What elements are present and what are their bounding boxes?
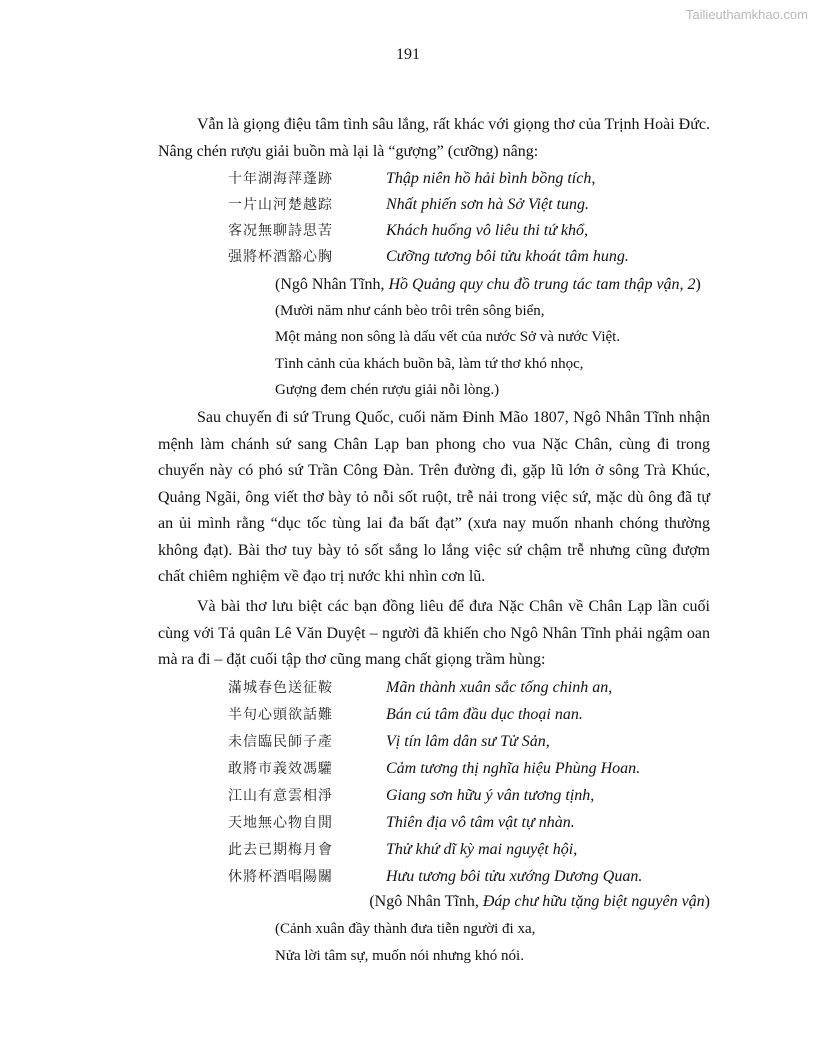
poem-line: [0, 730, 816, 757]
poem-line: [0, 193, 816, 220]
han-verse: 未信臨民師子產: [228, 734, 333, 750]
han-verse: 半句心頭欲話難: [228, 707, 333, 723]
viet-verse: Bán cú tâm đầu dục thoại nan.: [386, 706, 583, 723]
poem-line: [0, 245, 816, 272]
translation-line: Gượng đem chén rượu giải nỗi lòng.): [275, 382, 500, 398]
poem-line: [0, 811, 816, 838]
poem-line: [0, 838, 816, 865]
paragraph-3: Và bài thơ lưu biệt các bạn đồng liêu để đưa Nặc Chân về Chân Lạp lần cuối cùng với Tả quân Lê Văn Duyệt – người đã khiến cho Ngô Nhân Tĩnh phải ngậm oan mà ra đi – đặt cuối tập thơ cũng mang chất giọng trầm hùng:: [158, 598, 710, 668]
viet-verse: Mãn thành xuân sắc tống chinh an,: [386, 679, 613, 696]
page-number: 191: [396, 46, 420, 63]
source-prefix: (Ngô Nhân Tĩnh,: [275, 276, 389, 293]
translation-line: (Mười năm như cánh bèo trôi trên sông biển,: [275, 303, 545, 319]
viet-verse: Khách huống vô liêu thi tứ khổ,: [386, 222, 589, 239]
poem-line: [0, 865, 816, 892]
han-verse: 敢將市義效馮驩: [228, 761, 333, 777]
viet-verse: Thập niên hồ hải bình bồng tích,: [386, 170, 596, 187]
poem-line: [0, 167, 816, 194]
han-verse: 天地無心物自閒: [228, 815, 333, 831]
translation-line: Tình cảnh của khách buồn bã, làm tứ thơ khó nhọc,: [275, 356, 584, 372]
poem-line: [0, 219, 816, 246]
source-title: Đáp chư hữu tặng biệt nguyên vận: [482, 893, 705, 910]
viet-verse: Nhất phiến sơn hà Sở Việt tung.: [386, 196, 589, 213]
viet-verse: Thiên địa vô tâm vật tự nhàn.: [386, 814, 575, 831]
paragraph-2: Sau chuyến đi sứ Trung Quốc, cuối năm Đinh Mão 1807, Ngô Nhân Tĩnh nhận mệnh làm chánh sứ sang Chân Lạp ban phong cho vua Nặc Chân, cùng đi trong chuyến này có phó sứ Trần Công Đàn. Trên đường đi, gặp lũ lớn ở sông Trà Khúc, Quảng Ngãi, ông viết thơ bày tỏ nỗi sốt ruột, trễ nải trong việc sứ, mặc dù ông đã tự an ủi mình rằng “dục tốc tùng lai đa bất đạt” (xưa nay muốn nhanh chóng thường không đạt). Bài thơ tuy bày tỏ sốt sắng lo lắng việc sứ chậm trễ nhưng cũng đượm chất chiêm nghiệm về đạo trị nước khi nhìn cơn lũ.: [158, 409, 710, 585]
translation-line: Nửa lời tâm sự, muốn nói nhưng khó nói.: [275, 948, 524, 964]
poem-line: [0, 757, 816, 784]
han-verse: 强將杯酒豁心胸: [228, 249, 333, 265]
viet-verse: Cưỡng tương bôi tửu khoát tâm hung.: [386, 248, 629, 265]
paragraph-1: Vẫn là giọng điệu tâm tình sâu lắng, rất khác với giọng thơ của Trịnh Hoài Đức. Nâng chén rượu giải buồn mà lại là “gượng” (cưỡng) nâng:: [158, 116, 710, 160]
poem-line: [0, 703, 816, 730]
viet-verse: Thử khứ dĩ kỳ mai nguyệt hội,: [386, 841, 578, 858]
source-prefix: (Ngô Nhân Tĩnh,: [369, 893, 483, 910]
source-suffix: ): [695, 276, 701, 293]
poem-line: [0, 676, 816, 703]
han-verse: 此去已期梅月會: [228, 842, 333, 858]
han-verse: 滿城春色送征鞍: [228, 680, 333, 696]
translation-line: Một mảng non sông là dấu vết của nước Sở và nước Việt.: [275, 329, 621, 345]
poem-1-source: [275, 273, 701, 297]
source-title: Hồ Quảng quy chu đồ trung tác tam thập vận, 2: [388, 276, 696, 293]
viet-verse: Hưu tương bôi tửu xướng Dương Quan.: [386, 868, 643, 885]
translation-line: (Cảnh xuân đầy thành đưa tiễn người đi xa,: [275, 921, 536, 937]
han-verse: 休將杯酒唱陽關: [228, 869, 333, 885]
poem-line: [0, 784, 816, 811]
viet-verse: Vị tín lâm dân sư Tử Sản,: [386, 733, 550, 750]
viet-verse: Giang sơn hữu ý vân tương tịnh,: [386, 787, 595, 804]
viet-verse: Cảm tương thị nghĩa hiệu Phùng Hoan.: [386, 760, 641, 777]
source-suffix: ): [704, 893, 710, 910]
han-verse: 十年湖海萍蓬跡: [228, 171, 333, 187]
han-verse: 一片山河楚越踪: [228, 197, 333, 213]
watermark: Tailieuthamkhao.com: [685, 7, 808, 22]
han-verse: 江山有意雲相淨: [228, 788, 333, 804]
han-verse: 客况無聊詩思苦: [228, 223, 333, 239]
poem-2-source: [369, 890, 710, 914]
